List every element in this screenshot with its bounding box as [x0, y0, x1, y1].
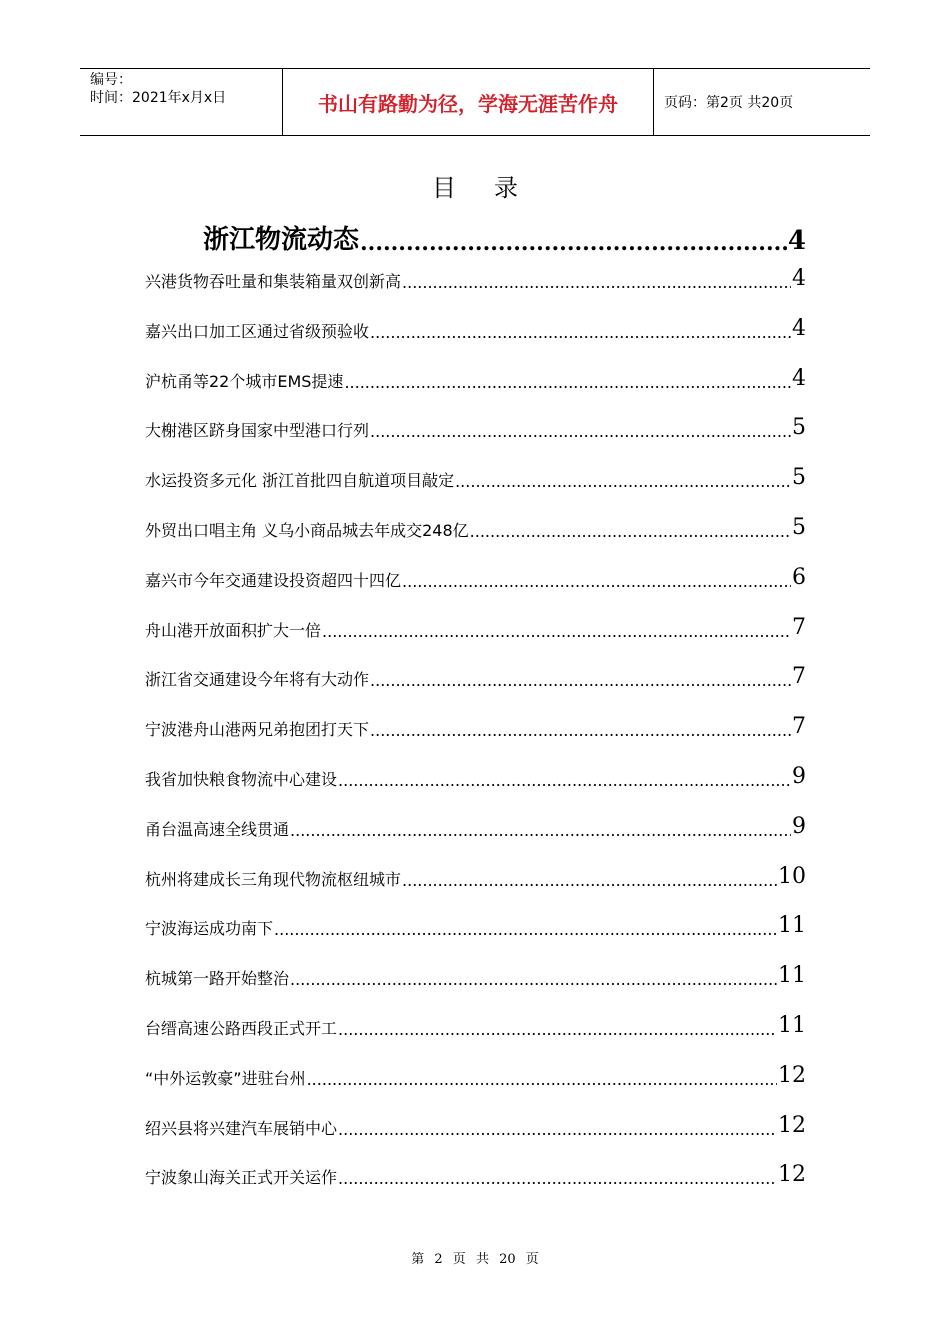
toc-section-heading[interactable]	[203, 212, 806, 256]
toc-entry-title: 舟山港开放面积扩大一倍	[145, 620, 322, 640]
toc-leader-dots	[402, 871, 777, 890]
toc-entry[interactable]	[145, 1009, 806, 1039]
toc-entry-page: 9	[792, 764, 806, 789]
toc-entry-page: 12	[778, 1112, 806, 1138]
header-meta	[80, 69, 282, 135]
toc-entry[interactable]	[145, 1109, 806, 1139]
toc-entry-page: 9	[792, 813, 806, 839]
toc-entry-page: 5	[792, 415, 806, 441]
toc-entry[interactable]	[145, 1158, 806, 1188]
toc-leader-dots	[370, 671, 791, 690]
toc-entry-page: 4	[792, 365, 806, 391]
toc-entry-page: 6	[792, 564, 806, 590]
toc-entry[interactable]	[145, 1059, 806, 1089]
footer-part: 页	[525, 1252, 539, 1267]
toc-entry-title: 嘉兴市今年交通建设投资超四十四亿	[145, 570, 402, 590]
toc-title: 目录	[432, 174, 556, 202]
toc-entry[interactable]	[145, 312, 806, 342]
toc-leader-dots	[322, 622, 791, 641]
toc-entry[interactable]	[145, 561, 806, 591]
toc-entry[interactable]	[145, 511, 806, 541]
toc-entry-page: 4	[792, 266, 806, 291]
toc-entry-title: 杭州将建成长三角现代物流枢纽城市	[145, 869, 402, 889]
toc-entry-page: 11	[778, 913, 806, 939]
toc-leader-dots	[402, 572, 791, 591]
toc-entry[interactable]	[145, 909, 806, 939]
toc-leader-dots	[338, 771, 791, 790]
toc-entry[interactable]	[145, 710, 806, 740]
toc-entry-title: 嘉兴出口加工区通过省级预验收	[145, 321, 370, 341]
number-label: 编号：	[90, 72, 132, 88]
toc-entry-page: 10	[778, 863, 806, 889]
toc-entry[interactable]	[145, 362, 806, 392]
header-page-info: 页码：第2页 共20页	[664, 95, 794, 111]
toc-entry-page: 5	[792, 465, 806, 491]
header-motto: 书山有路勤为径，学海无涯苦作舟	[282, 69, 654, 135]
toc-leader-dots	[370, 721, 791, 740]
toc-entry-title: 宁波海运成功南下	[145, 919, 274, 939]
toc-leader-dots	[455, 472, 791, 491]
toc-entry-page: 11	[778, 963, 806, 989]
toc-entry[interactable]	[145, 262, 806, 292]
toc-entry[interactable]	[145, 860, 806, 890]
toc-entry-page: 4	[792, 315, 806, 341]
toc-leader-dots	[274, 920, 777, 939]
toc-entry-title: 浙江省交通建设今年将有大动作	[145, 670, 370, 690]
toc-entry-title: 浙江物流动态	[203, 225, 360, 255]
page-footer	[0, 1248, 950, 1267]
toc-entry-title: 宁波港舟山港两兄弟抱团打天下	[145, 720, 370, 740]
toc-entry-title: 大榭港区跻身国家中型港口行列	[145, 421, 370, 441]
toc-leader-dots	[370, 422, 791, 441]
toc-leader-dots	[307, 1070, 777, 1089]
toc-entry-title: 兴港货物吞吐量和集装箱量双创新高	[145, 272, 402, 291]
toc-entry[interactable]	[145, 611, 806, 641]
toc-entry-title: “中外运敦豪”进驻台州	[145, 1068, 306, 1088]
toc-entry-page: 7	[792, 664, 806, 690]
toc-entry-title: 外贸出口唱主角 义乌小商品城去年成交248亿	[145, 521, 469, 540]
toc-entry-page: 11	[778, 1013, 806, 1038]
toc-entry-page: 12	[778, 1062, 806, 1088]
toc-leader-dots	[338, 1020, 777, 1039]
toc-entry-title: 绍兴县将兴建汽车展销中心	[145, 1118, 338, 1138]
footer-part: 共	[475, 1252, 489, 1267]
toc-entry-page: 12	[778, 1162, 806, 1188]
toc-entry-title: 水运投资多元化 浙江首批四自航道项目敲定	[145, 471, 455, 491]
page-header	[80, 68, 870, 136]
toc-leader-dots	[338, 1169, 777, 1188]
toc-leader-dots	[290, 970, 777, 989]
toc-entry[interactable]	[145, 411, 806, 441]
toc-entry[interactable]	[145, 810, 806, 840]
toc-entry-title: 我省加快粮食物流中心建设	[145, 770, 338, 789]
date-label: 时间：2021年x月x日	[90, 90, 227, 106]
toc-entry-title: 杭城第一路开始整治	[145, 969, 290, 989]
footer-part: 页	[452, 1252, 466, 1267]
toc-leader-dots	[290, 821, 791, 840]
toc-entry-page: 7	[792, 614, 806, 640]
toc-entry[interactable]	[145, 760, 806, 790]
toc-leader-dots	[338, 1120, 777, 1139]
toc-leader-dots	[344, 373, 791, 392]
toc-leader-dots	[470, 522, 791, 541]
toc-entry-page: 7	[792, 714, 806, 740]
toc-entry-title: 宁波象山海关正式开关运作	[145, 1168, 338, 1188]
toc-leader-dots	[402, 273, 791, 292]
toc-entry-title: 沪杭甬等22个城市EMS提速	[145, 371, 344, 391]
toc-entry[interactable]	[145, 660, 806, 690]
toc-entry[interactable]	[145, 959, 806, 989]
toc-leader-dots	[370, 323, 791, 342]
toc-entry-page: 5	[792, 515, 806, 540]
toc-entry-title: 甬台温高速全线贯通	[145, 819, 290, 839]
footer-total-pages: 20	[499, 1252, 516, 1267]
toc-entry[interactable]	[145, 461, 806, 491]
toc-entry-page: 4	[787, 226, 806, 256]
toc-entry-title: 台缙高速公路西段正式开工	[145, 1019, 338, 1038]
toc-leader-dots	[360, 230, 787, 256]
footer-current-page: 2	[434, 1252, 443, 1267]
footer-part: 第	[411, 1252, 425, 1267]
